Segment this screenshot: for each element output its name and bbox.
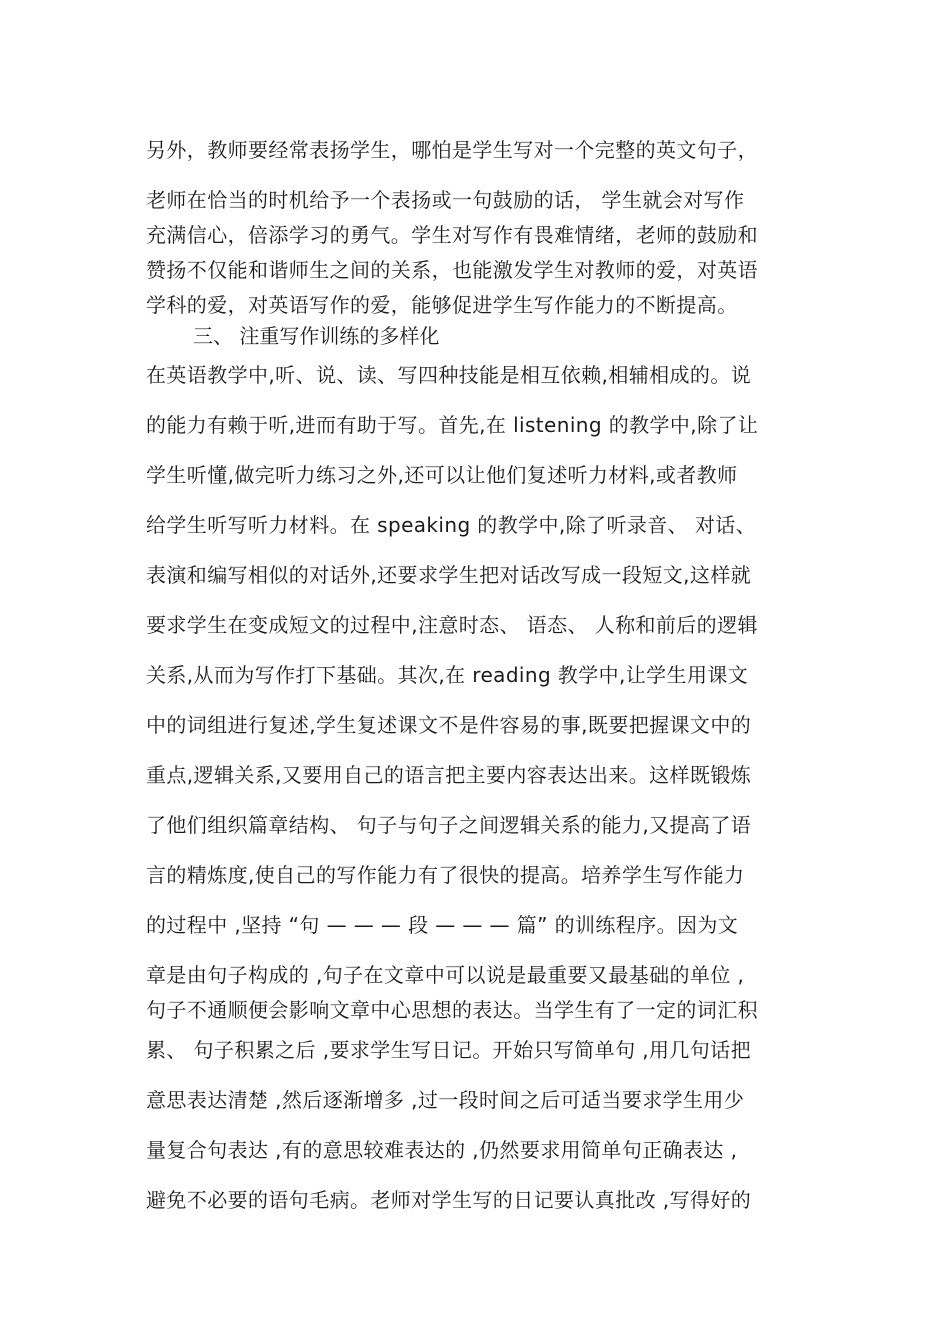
text-line: 另外，教师要经常表扬学生，哪怕是学生写对一个完整的英文句子， — [146, 138, 758, 162]
text-line: 句子不通顺便会影响文章中心思想的表达。当学生有了一定的词汇积 — [146, 998, 758, 1022]
text-line: 给学生听写听力材料。在 speaking 的教学中,除了听录音、 对话、 — [146, 513, 757, 537]
text-line: 充满信心，倍添学习的勇气。学生对写作有畏难情绪，老师的鼓励和 — [146, 223, 758, 247]
text-line: 在英语教学中,听、说、读、写四种技能是相互依赖,相辅相成的。说 — [146, 363, 752, 387]
text-line: 量复合句表达 ,有的意思较难表达的 ,仍然要求用简单句正确表达 , — [146, 1138, 738, 1162]
text-line: 章是由句子构成的 ,句子在文章中可以说是最重要又最基础的单位 , — [146, 963, 745, 987]
section-heading: 三、 注重写作训练的多样化 — [193, 324, 440, 348]
text-line: 表演和编写相似的对话外,还要求学生把对话改写成一段短文,这样就 — [146, 563, 752, 587]
text-line: 累、 句子积累之后 ,要求学生写日记。开始只写简单句 ,用几句话把 — [146, 1038, 751, 1062]
text-line: 重点,逻辑关系,又要用自己的语言把主要内容表达出来。这样既锻炼 — [146, 763, 752, 787]
text-line: 赞扬不仅能和谐师生之间的关系，也能激发学生对教师的爱，对英语 — [146, 258, 758, 282]
text-line: 的过程中 ,坚持 “句 — — — 段 — — — 篇” 的训练程序。因为文 — [146, 913, 739, 937]
text-line: 避免不必要的语句毛病。老师对学生写的日记要认真批改 ,写得好的 — [146, 1188, 752, 1212]
text-line: 意思表达清楚 ,然后逐渐增多 ,过一段时间之后可适当要求学生用少 — [146, 1088, 745, 1112]
text-line: 要求学生在变成短文的过程中,注意时态、 语态、 人称和前后的逻辑 — [146, 613, 758, 637]
text-line: 老师在恰当的时机给予一个表扬或一句鼓励的话， 学生就会对写作 — [146, 188, 745, 212]
text-line: 的能力有赖于听,进而有助于写。首先,在 listening 的教学中,除了让 — [146, 413, 759, 437]
text-line: 学生听懂,做完听力练习之外,还可以让他们复述听力材料,或者教师 — [146, 463, 738, 487]
text-line: 中的词组进行复述,学生复述课文不是件容易的事,既要把握课文中的 — [146, 713, 752, 737]
text-line: 言的精炼度,使自己的写作能力有了很快的提高。培养学生写作能力 — [146, 863, 745, 887]
text-line: 关系,从而为写作打下基础。其次,在 reading 教学中,让学生用课文 — [146, 663, 749, 687]
text-line: 学科的爱，对英语写作的爱，能够促进学生写作能力的不断提高。 — [146, 293, 738, 317]
text-line: 了他们组织篇章结构、 句子与句子之间逻辑关系的能力,又提高了语 — [146, 813, 752, 837]
